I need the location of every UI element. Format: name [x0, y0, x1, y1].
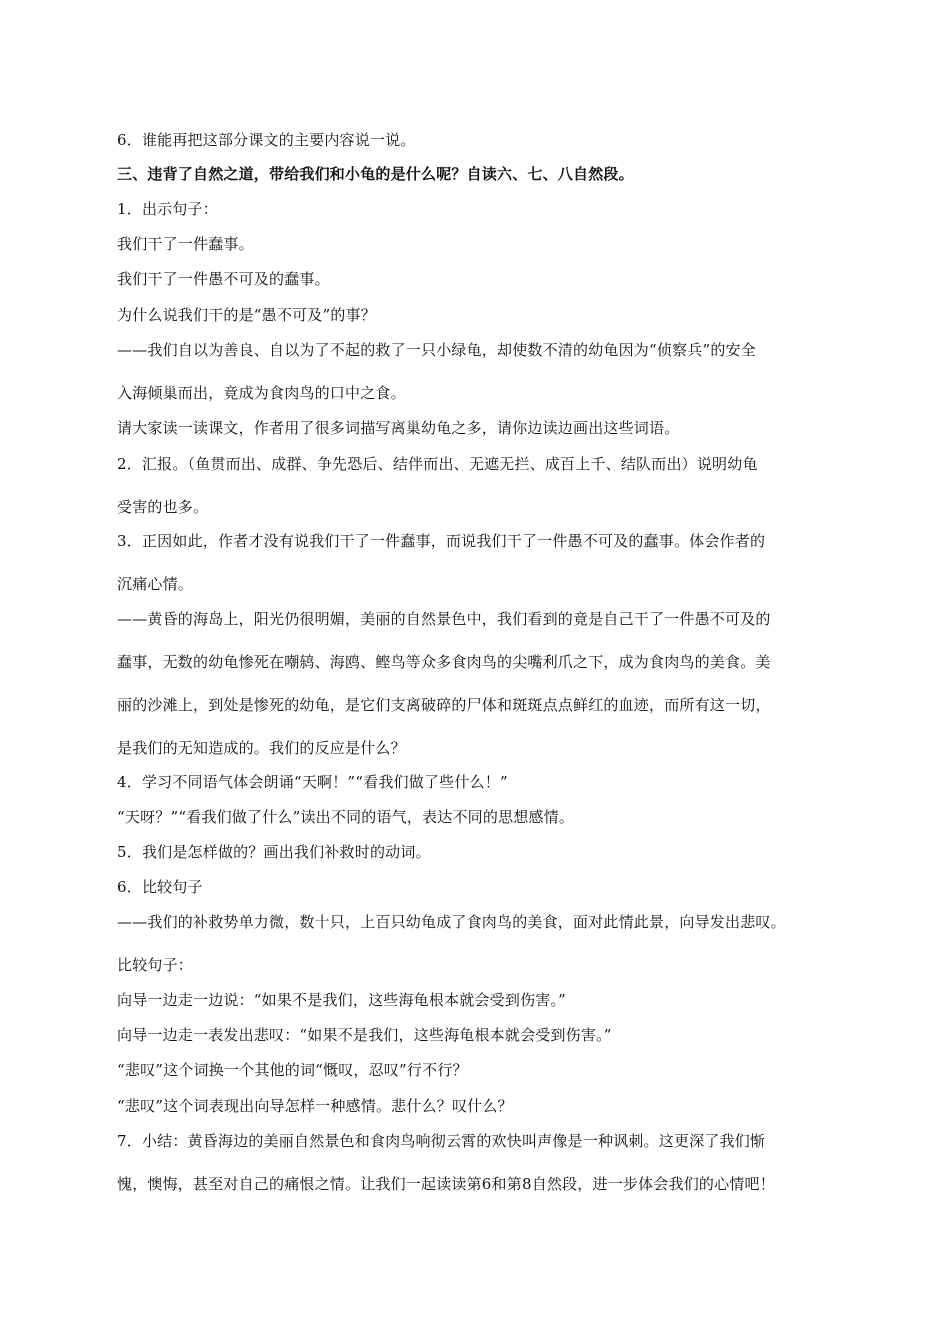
- text-line: 2．汇报。（鱼贯而出、成群、争先恐后、结伴而出、无遮无拦、成百上千、结队而出）说明幼龟: [117, 455, 758, 473]
- text-line: 3．正因如此，作者才没有说我们干了一件蠢事，而说我们干了一件愚不可及的蠢事。体会作者的: [117, 532, 766, 550]
- text-line: 6．比较句子: [117, 878, 203, 896]
- section-heading: 三、违背了自然之道，带给我们和小龟的是什么呢？自读六、七、八自然段。: [117, 165, 634, 183]
- text-line: “天呀？”“看我们做了什么”读出不同的语气，表达不同的思想感情。: [117, 808, 575, 826]
- text-line: 向导一边走一表发出悲叹：“如果不是我们，这些海龟根本就会受到伤害。”: [117, 1026, 612, 1044]
- text-line: 5．我们是怎样做的？画出我们补救时的动词。: [117, 843, 431, 861]
- text-line: 愧，懊悔，甚至对自己的痛恨之情。让我们一起读读第6和第8自然段，进一步体会我们的心情吧！: [117, 1175, 775, 1193]
- text-line: 是我们的无知造成的。我们的反应是什么？: [117, 739, 406, 757]
- text-line: 请大家读一读课文，作者用了很多词描写离巢幼龟之多，请你边读边画出这些词语。: [117, 419, 680, 437]
- text-line: 沉痛心情。: [117, 575, 194, 593]
- text-line: 比较句子：: [117, 956, 194, 974]
- text-line: “悲叹”这个词换一个其他的词“慨叹，忍叹”行不行？: [117, 1061, 468, 1079]
- text-line: 6．谁能再把这部分课文的主要内容说一说。: [117, 131, 416, 149]
- text-line: 丽的沙滩上，到处是惨死的幼龟，是它们支离破碎的尸体和斑斑点点鲜红的血迹，而所有这一切，: [117, 696, 771, 714]
- text-line: ——黄昏的海岛上，阳光仍很明媚，美丽的自然景色中，我们看到的竟是自己干了一件愚不可及的: [117, 610, 771, 628]
- text-line: 4．学习不同语气体会朗诵“天啊！”“看我们做了些什么！”: [117, 773, 508, 791]
- text-line: 向导一边走一边说：“如果不是我们，这些海龟根本就会受到伤害。”: [117, 991, 567, 1009]
- text-line: 7．小结：黄昏海边的美丽自然景色和食肉鸟响彻云霄的欢快叫声像是一种讽刺。这更深了我们惭: [117, 1132, 766, 1150]
- text-line: ——我们的补救势单力微，数十只，上百只幼龟成了食肉鸟的美食，面对此情此景，向导发出悲叹。: [117, 913, 786, 931]
- text-line: 我们干了一件蠢事。: [117, 235, 254, 253]
- text-line: 1．出示句子：: [117, 200, 218, 218]
- text-line: 为什么说我们干的是“愚不可及”的事？: [117, 306, 376, 324]
- text-line: 受害的也多。: [117, 498, 209, 516]
- text-line: 入海倾巢而出，竟成为食肉鸟的口中之食。: [117, 384, 406, 402]
- text-line: 蠢事，无数的幼龟惨死在嘲鸫、海鸥、鲣鸟等众多食肉鸟的尖嘴利爪之下，成为食肉鸟的美食。美: [117, 653, 771, 671]
- text-line: ——我们自以为善良、自以为了不起的救了一只小绿龟，却使数不清的幼龟因为“侦察兵”的安全: [117, 341, 756, 359]
- text-line: 我们干了一件愚不可及的蠢事。: [117, 270, 330, 288]
- text-line: “悲叹”这个词表现出向导怎样一种感情。悲什么？叹什么？: [117, 1097, 513, 1115]
